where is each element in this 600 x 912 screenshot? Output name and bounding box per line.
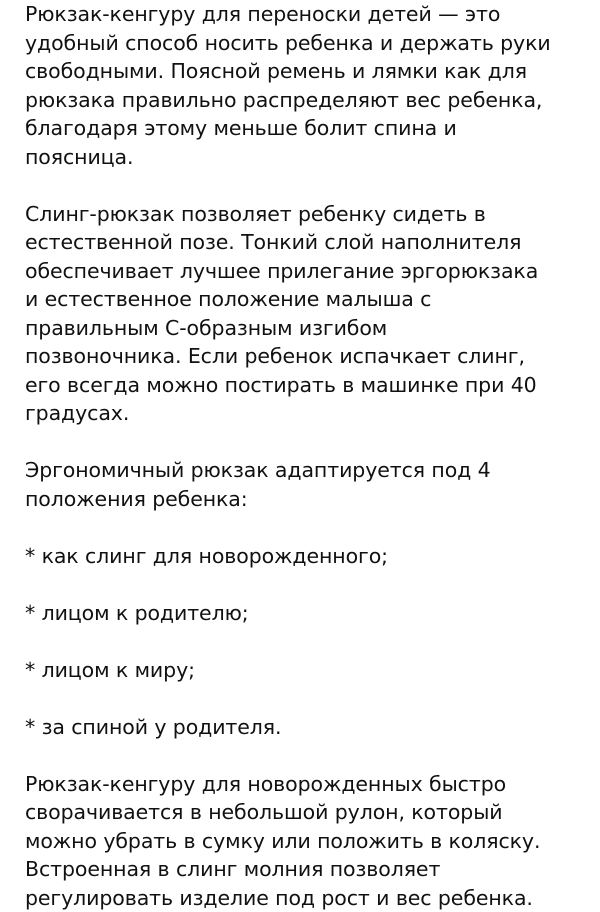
paragraph-gap	[25, 171, 595, 200]
paragraph-gap	[25, 513, 595, 542]
list-item-newborn-sling: * как слинг для новорожденного;	[25, 542, 595, 571]
list-item-facing-parent: * лицом к родителю;	[25, 599, 595, 628]
paragraph-gap	[25, 741, 595, 770]
list-item-on-back: * за спиной у родителя.	[25, 713, 595, 742]
paragraph-sling-backpack: Слинг-рюкзак позволяет ребенку сидеть в естественной позе. Тонкий слой наполнителя обеспечивает лучшее прилегание эргорюкзака и естественное положение малыша с правильным С-образным изгибом позвоночника. Если ребенок испачкает слинг, его всегда можно постирать в машинке при 40 градусах.	[25, 200, 595, 428]
paragraph-gap	[25, 428, 595, 457]
paragraph-gap	[25, 627, 595, 656]
paragraph-intro: Рюкзак-кенгуру для переноски детей — это удобный способ носить ребенка и держать руки свободными. Поясной ремень и лямки как для рюкзака правильно распределяют вес ребенка, благодаря этому меньше болит спина и поясница.	[25, 0, 595, 171]
paragraph-gap	[25, 684, 595, 713]
list-item-facing-world: * лицом к миру;	[25, 656, 595, 685]
paragraph-gap	[25, 570, 595, 599]
document-body	[25, 0, 595, 912]
paragraph-positions-intro: Эргономичный рюкзак адаптируется под 4 положения ребенка:	[25, 456, 595, 513]
paragraph-folding: Рюкзак-кенгуру для новорожденных быстро сворачивается в небольшой рулон, который можно убрать в сумку или положить в коляску. Встроенная в слинг молния позволяет регулировать изделие под рост и вес ребенка.	[25, 770, 595, 912]
